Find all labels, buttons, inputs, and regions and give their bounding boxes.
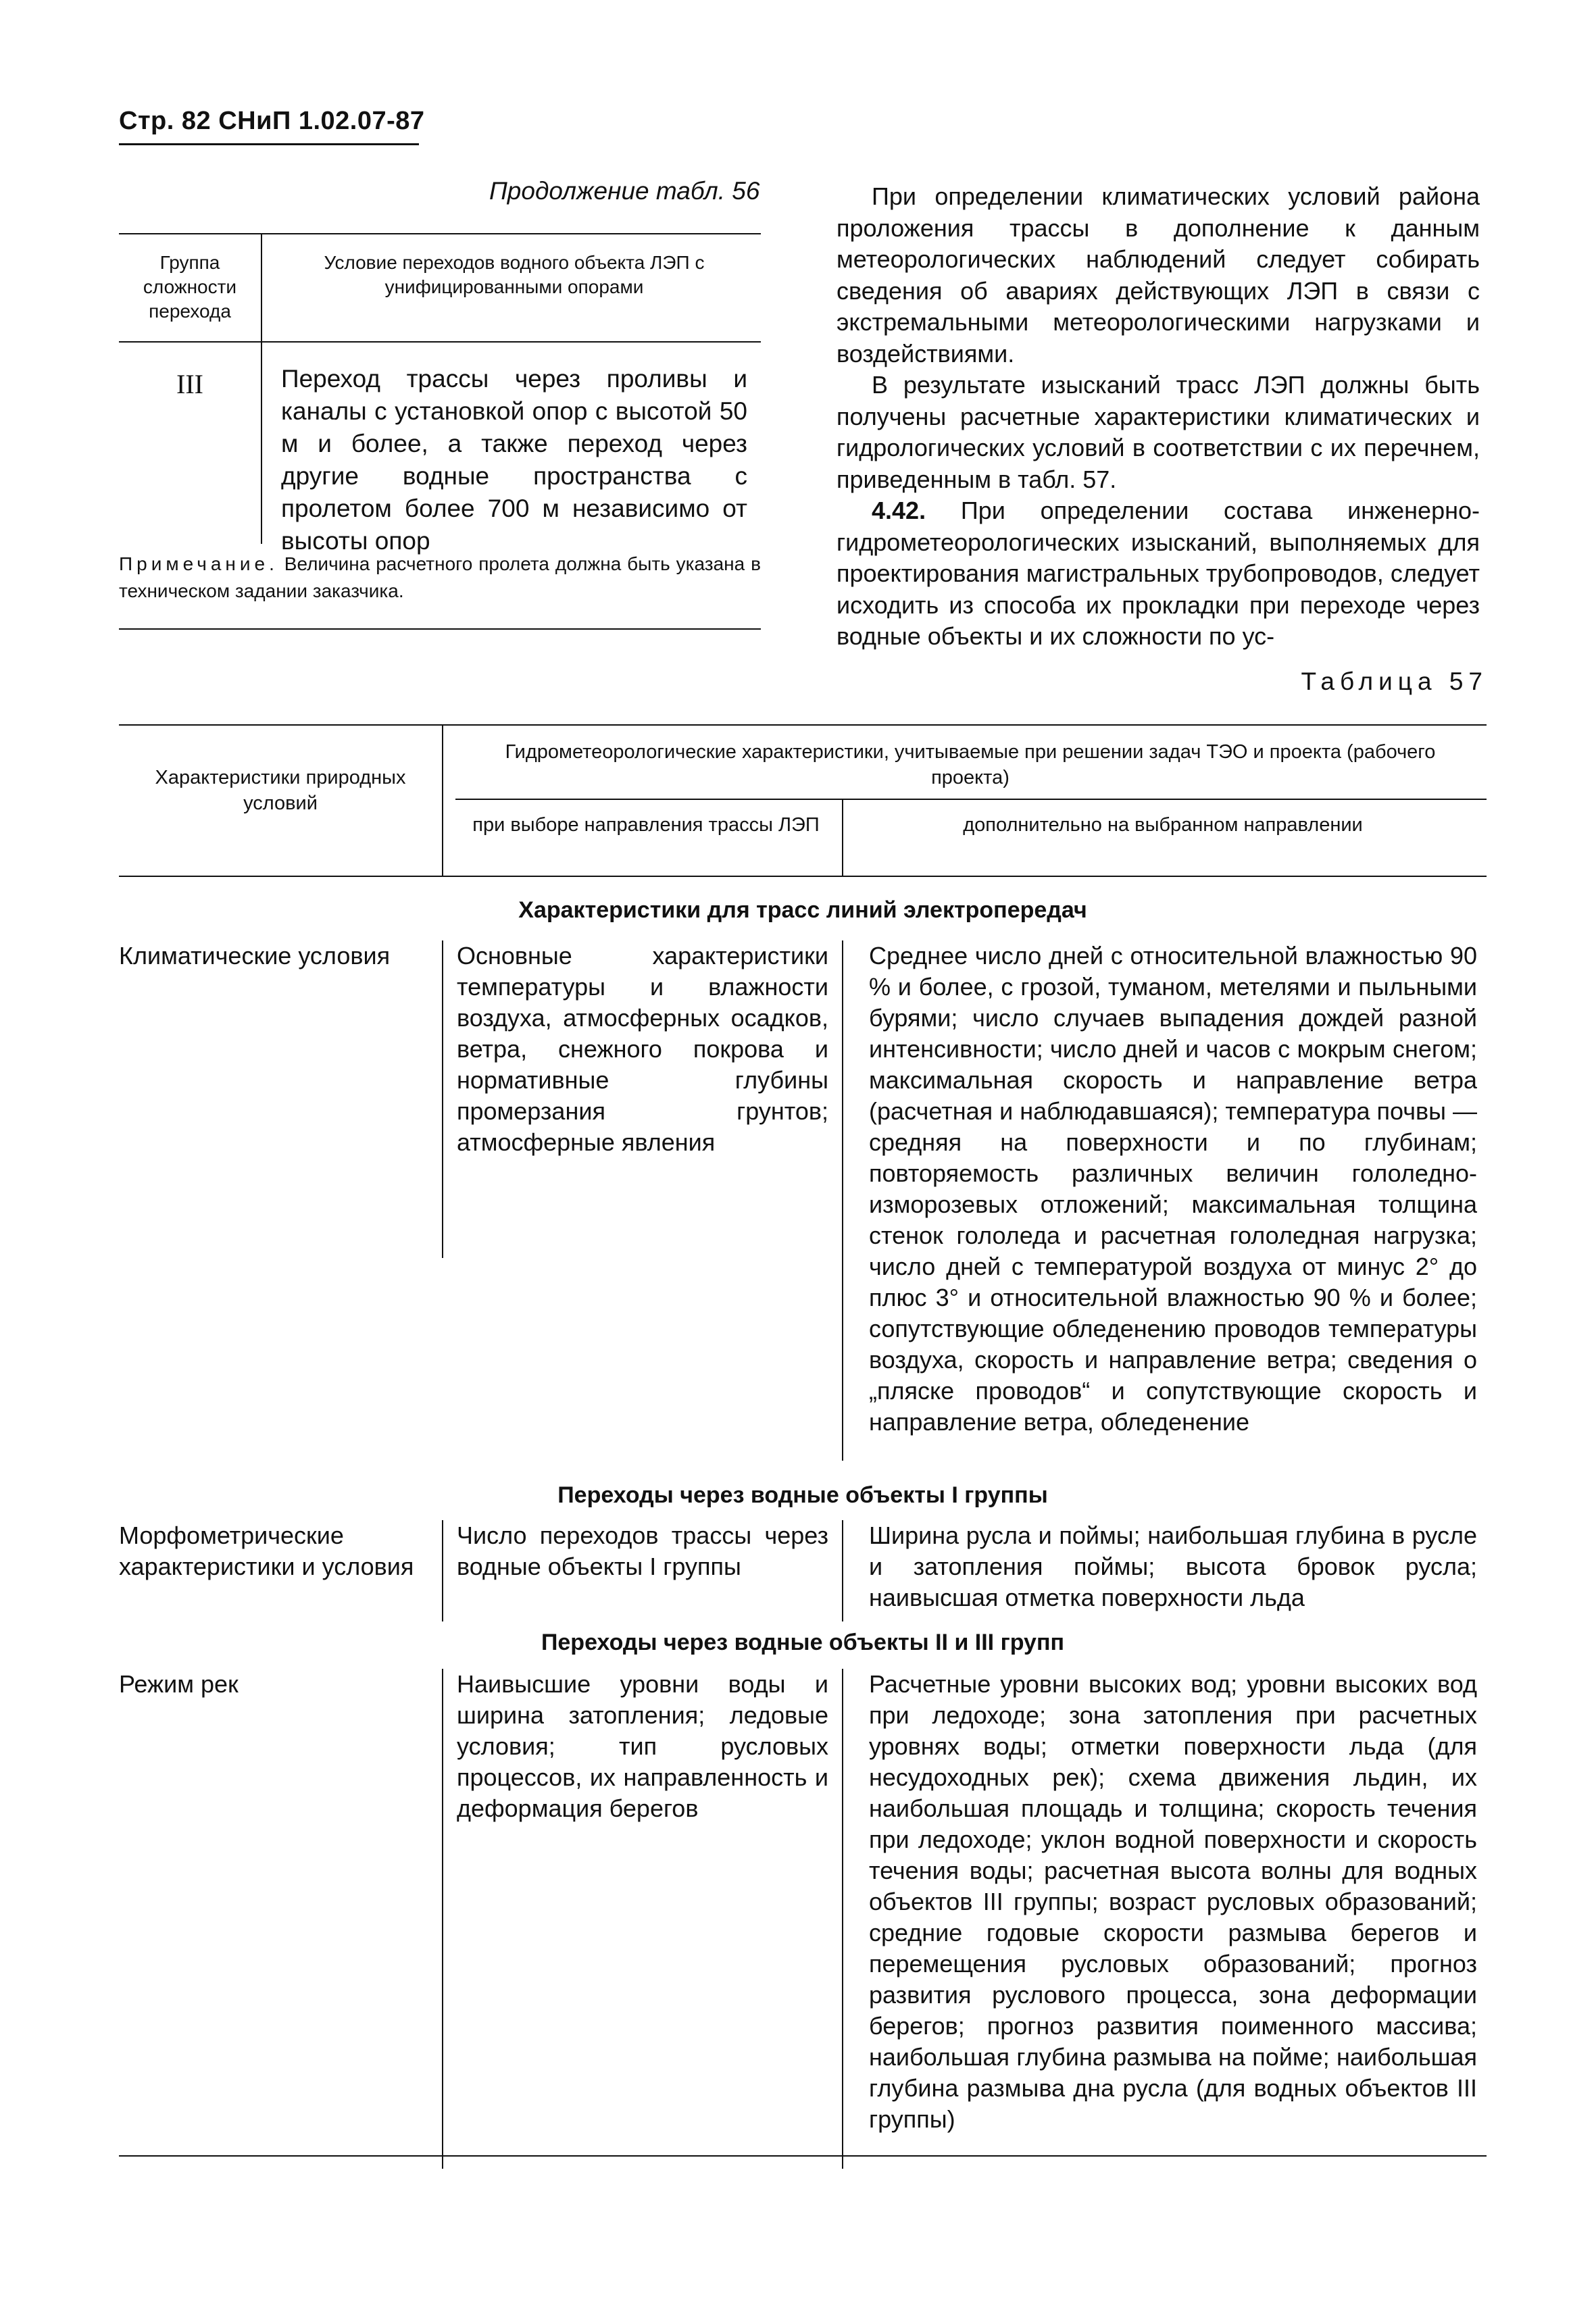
table57-col23-header: Гидрометеорологические характеристики, учитываемые при решении задач ТЭО и проекта (рабочего проекта): [505, 741, 1436, 788]
table56-column-rule: [261, 233, 262, 544]
table57-col2-header: при выборе направления трассы ЛЭП: [472, 814, 820, 836]
table57-header-mid-rule: [455, 799, 1487, 800]
table56-group-cell: III: [176, 369, 203, 399]
row-rivers-rule-1: [442, 1669, 443, 2169]
row-morph-rule-1: [442, 1520, 443, 1621]
table56-col2-header: Условие переходов водного объекта ЛЭП с унифицированными опорами: [324, 252, 705, 297]
table56-condition-cell: Переход трассы через проливы и каналы с установкой опор с высотой 50 м и более, а также переход через другие водные пространства с пролетом более 700 м независимо от высоты опор: [281, 365, 747, 555]
table57-col1-header: Характеристики природных условий: [155, 767, 406, 814]
page-header: Стр. 82 СНиП 1.02.07-87: [119, 107, 425, 135]
right-column-text: [837, 181, 1480, 653]
table56-note: [119, 551, 761, 605]
row-rivers-c1: Режим рек: [119, 1670, 239, 1698]
row-morph-c2: Число переходов трассы через водные объекты I группы: [457, 1521, 828, 1580]
note-text: Величина расчетного пролета должна быть указана в техническом задании заказчика.: [119, 553, 761, 601]
row-climate-c2: Основные характеристики температуры и влажности воздуха, атмосферных осадков, ветра, снежного покрова и нормативные глубины промерзания грунтов; атмосферные явления: [457, 942, 828, 1156]
paragraph-1: При определении климатических условий района проложения трассы в дополнение к данным метеорологических наблюдений следует собирать сведения об авариях действующих ЛЭП в связи с экстремальными метеорологическими нагрузками и воздействиями.: [837, 182, 1480, 368]
row-climate-c1: Климатические условия: [119, 942, 391, 970]
table56-caption: Продолжение табл. 56: [489, 177, 760, 205]
table57-col3-header: дополнительно на выбранном направлении: [963, 814, 1363, 836]
note-label: Примечание.: [119, 553, 278, 574]
table57-header-col-rule-1: [442, 724, 443, 876]
table57-header-bottom-rule: [119, 876, 1487, 877]
header-underline: [119, 143, 419, 145]
table56-col1-header: Группа сложности перехода: [143, 252, 237, 322]
paragraph-3: [837, 495, 1480, 653]
table57-top-rule: [119, 724, 1487, 726]
table57-bottom-rule: [119, 2155, 1487, 2157]
row-morph-c1: Морфометрические характеристики и условия: [119, 1521, 414, 1580]
table56-top-rule: [119, 233, 761, 234]
table57-header-col-rule-2: [842, 799, 843, 876]
row-rivers-rule-2: [842, 1669, 843, 2169]
row-climate-c3: Среднее число дней с относительной влажностью 90 % и более, с грозой, туманом, метелями и пыльными бурями; число случаев выпадения дождей разной интенсивности; число дней и часов с мокрым снегом; максимальная скорость и направление ветра (расчетная и наблюдавшаяся); температура почвы — средняя на поверхности и по глубинам; повторяемость различных величин гололедно-изморозевых отложений; максимальная толщина стенок гололеда и расчетная гололедная нагрузка; число дней с температурой воздуха от минус 2° до плюс 3° и относительной влажностью 90 % и более; сопутствующие обледенению проводов температуры воздуха, скорость и направление ветра; сведения о „пляске проводов“ и сопутствующие скорость и направление ветра, обледенение: [869, 942, 1477, 1436]
paragraph-3-number: 4.42.: [872, 497, 926, 524]
row-climate-rule-2: [842, 940, 843, 1461]
table56-header-rule: [119, 341, 761, 343]
table57: [119, 724, 1487, 2157]
section-title-group-1: Переходы через водные объекты I группы: [557, 1482, 1048, 1508]
row-climate-rule-1: [442, 940, 443, 1258]
paragraph-2: В результате изысканий трасс ЛЭП должны быть получены расчетные характеристики климатических и гидрологических условий в соответствии с их перечнем, приведенным в табл. 57.: [837, 371, 1480, 493]
row-morph-rule-2: [842, 1520, 843, 1621]
row-morph-c3: Ширина русла и поймы; наибольшая глубина в русле и затопления поймы; высота бровок русла; наивысшая отметка поверхности льда: [869, 1521, 1477, 1611]
section-title-group-2-3: Переходы через водные объекты II и III групп: [541, 1630, 1065, 1655]
row-rivers-c2: Наивысшие уровни воды и ширина затопления; ледовые условия; тип русловых процессов, их направленность и деформация берегов: [457, 1670, 828, 1822]
paragraph-3-text: При определении состава инженерно-гидрометеорологических изысканий, выполняемых для проектирования магистральных трубопроводов, следует исходить из способа их прокладки при переходе через водные объекты и их сложности по ус-: [837, 497, 1480, 650]
row-rivers-c3: Расчетные уровни высоких вод; уровни высоких вод при ледоходе; зона затопления при расчетных уровнях воды; отметки поверхности льда (для несудоходных рек); схема движения льдин, их наибольшая площадь и толщина; скорость течения при ледоходе; уклон водной поверхности и скорость течения воды; расчетная высота волны для водных объектов III группы; возраст русловых образований; средние годовые скорости размыва берегов и перемещения русловых образований; прогноз развития руслового процесса, зона деформации берегов; прогноз развития поименного массива; наибольшая глубина размыва на пойме; наибольшая глубина размыва дна русла (для водных объектов III группы): [869, 1670, 1477, 2133]
table56-bottom-rule: [119, 628, 761, 630]
section-title-power-lines: Характеристики для трасс линий электропередач: [518, 897, 1087, 923]
table57-title: Таблица 57: [1301, 668, 1488, 695]
